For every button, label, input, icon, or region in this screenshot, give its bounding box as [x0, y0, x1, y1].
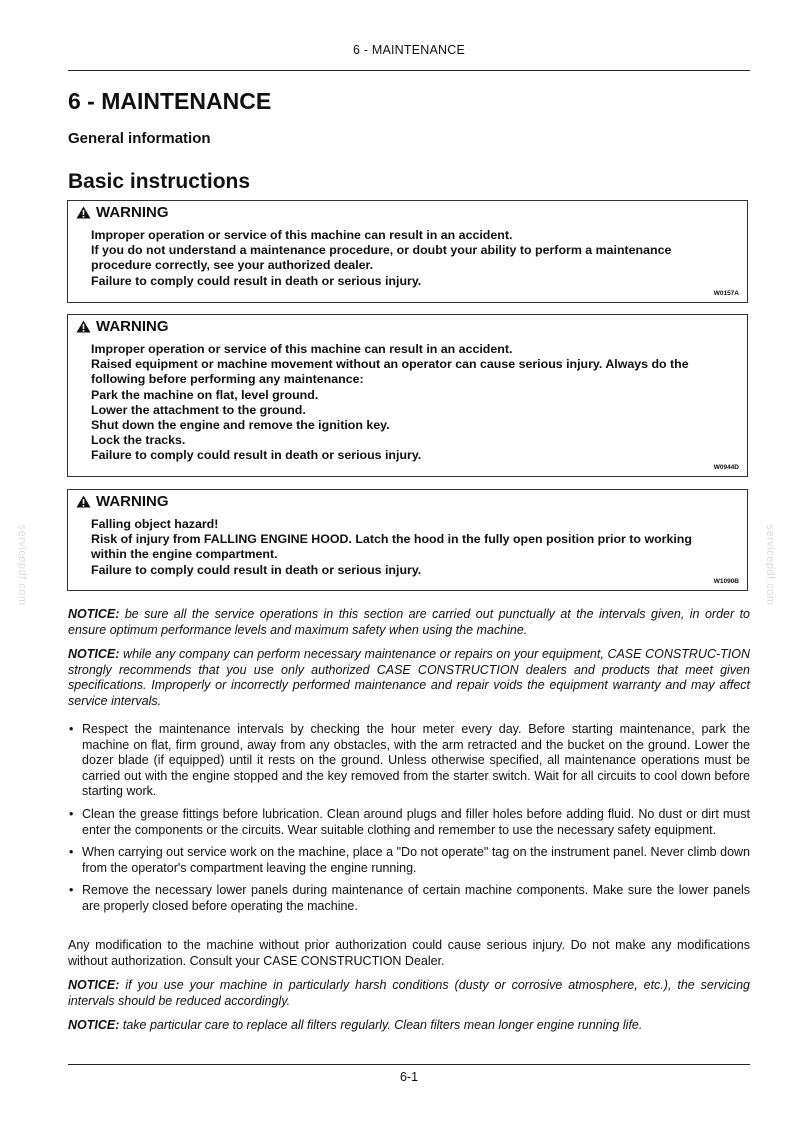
section-title: General information [68, 130, 211, 147]
modification-paragraph: Any modification to the machine without prior authorization could cause serious injury. Do not make any modifications without authorization. Consult your CASE CONSTRUCTION Dealer. [68, 938, 750, 968]
warning-triangle-icon [76, 495, 91, 508]
watermark-right: servicepdf.com [764, 524, 776, 606]
bullet-marker: • [69, 845, 74, 860]
notice-label: NOTICE: [68, 1018, 120, 1032]
notice-paragraph [68, 607, 750, 638]
warning-line: Raised equipment or machine movement without an operator can cause serious injury. Always do the [91, 357, 689, 372]
warning-label: WARNING [96, 493, 169, 510]
list-item-text: Remove the necessary lower panels during maintenance of certain machine components. Make sure the lower panels are properly closed before operating the machine. [82, 883, 750, 913]
warning-line: Failure to comply could result in death or serious injury. [91, 562, 422, 577]
list-item [68, 845, 750, 876]
list-item-text: When carrying out service work on the machine, place a "Do not operate" tag on the instrument panel. Never climb down from the operator's compartment leaving the engine running. [82, 845, 750, 875]
warning-triangle-icon [76, 320, 91, 333]
notice-label: NOTICE: [68, 607, 120, 621]
notice-text: take particular care to replace all filters regularly. Clean filters mean longer engine running life. [119, 1018, 643, 1032]
bullet-marker: • [69, 883, 74, 898]
warning-line: Park the machine on flat, level ground. [91, 387, 319, 402]
warning-box [67, 489, 748, 591]
warning-line: following before performing any maintenance: [91, 372, 364, 387]
warning-box [67, 200, 748, 303]
notice-label: NOTICE: [68, 647, 120, 661]
subsection-title: Basic instructions [68, 170, 251, 193]
warning-box [67, 314, 748, 477]
warning-line: procedure correctly, see your authorized dealer. [91, 258, 374, 273]
warning-line: Improper operation or service of this machine can result in an accident. [91, 342, 513, 356]
notice-text: be sure all the service operations in this section are carried out punctually at the intervals given, in order to ensure optimum performance levels and maximum safety when using the machine. [68, 607, 750, 637]
warning-heading [76, 318, 169, 335]
warning-label: WARNING [96, 318, 169, 335]
warning-text [91, 517, 733, 578]
notice-text: if you use your machine in particularly harsh conditions (dusty or corrosive atmosphere, etc.), the servicing intervals should be reduced accordingly. [68, 978, 750, 1008]
warning-line: Improper operation or service of this machine can result in an accident. [91, 228, 513, 242]
page-number: 6-1 [399, 1070, 419, 1084]
list-item [68, 883, 750, 914]
warning-line: Failure to comply could result in death or serious injury. [91, 448, 422, 463]
notice-paragraph [68, 1018, 750, 1034]
running-head: 6 - MAINTENANCE [352, 43, 466, 57]
warning-line: Failure to comply could result in death or serious injury. [91, 273, 422, 288]
header-rule [68, 70, 750, 71]
bullet-marker: • [69, 722, 74, 736]
warning-heading [76, 204, 169, 221]
warning-text [91, 342, 733, 464]
warning-code: W0157A [713, 290, 739, 297]
warning-line: If you do not understand a maintenance procedure, or doubt your ability to perform a maintenance [91, 243, 672, 258]
warning-line: Risk of injury from FALLING ENGINE HOOD. Latch the hood in the fully open position prior to working [91, 532, 692, 547]
notice-paragraph [68, 978, 750, 1009]
maintenance-bullet-list [68, 722, 750, 922]
warning-triangle-icon [76, 206, 91, 219]
warning-line: Shut down the engine and remove the ignition key. [91, 418, 390, 433]
list-item [68, 807, 750, 838]
list-item [68, 722, 750, 800]
watermark-left: servicepdf.com [16, 524, 28, 606]
warning-line: Lower the attachment to the ground. [91, 402, 306, 417]
warning-code: W0944D [713, 464, 739, 471]
list-item-text: Respect the maintenance intervals by checking the hour meter every day. Before starting maintenance, park the machine on flat, firm ground, away from any obstacles, with the arm retracted and the bucket on the ground. Lower the dozer blade (if equipped) until it rests on the ground. Unless otherwise specified, all maintenance operations must be carried out with the engine stopped and the key removed from the starter switch. Wait for all circuits to cool down before starting work. [82, 722, 750, 799]
bullet-marker: • [69, 806, 74, 821]
warning-label: WARNING [96, 204, 169, 221]
warning-heading [76, 493, 169, 510]
warning-code: W1090B [713, 578, 739, 585]
chapter-title: 6 - MAINTENANCE [68, 88, 272, 114]
warning-line: Lock the tracks. [91, 433, 186, 448]
footer-rule [68, 1064, 750, 1065]
warning-line: within the engine compartment. [91, 547, 278, 562]
notice-label: NOTICE: [68, 978, 120, 992]
warning-text [91, 228, 733, 289]
list-item-text: Clean the grease fittings before lubrication. Clean around plugs and filler holes before adding fluid. No dust or dirt must enter the components or the circuits. Wear suitable clothing and remember to use the necessary safety equipment. [82, 806, 750, 837]
notice-paragraph [68, 647, 750, 709]
warning-line: Falling object hazard! [91, 517, 219, 531]
notice-text: while any company can perform necessary maintenance or repairs on your equipment, CASE CONSTRUC-TION strongly recommends that you use only authorized CASE CONSTRUCTION dealers and products that meet given specifications. Improperly or incorrectly performed maintenance and repair voids the equipment warranty and may affect service intervals. [68, 647, 750, 708]
